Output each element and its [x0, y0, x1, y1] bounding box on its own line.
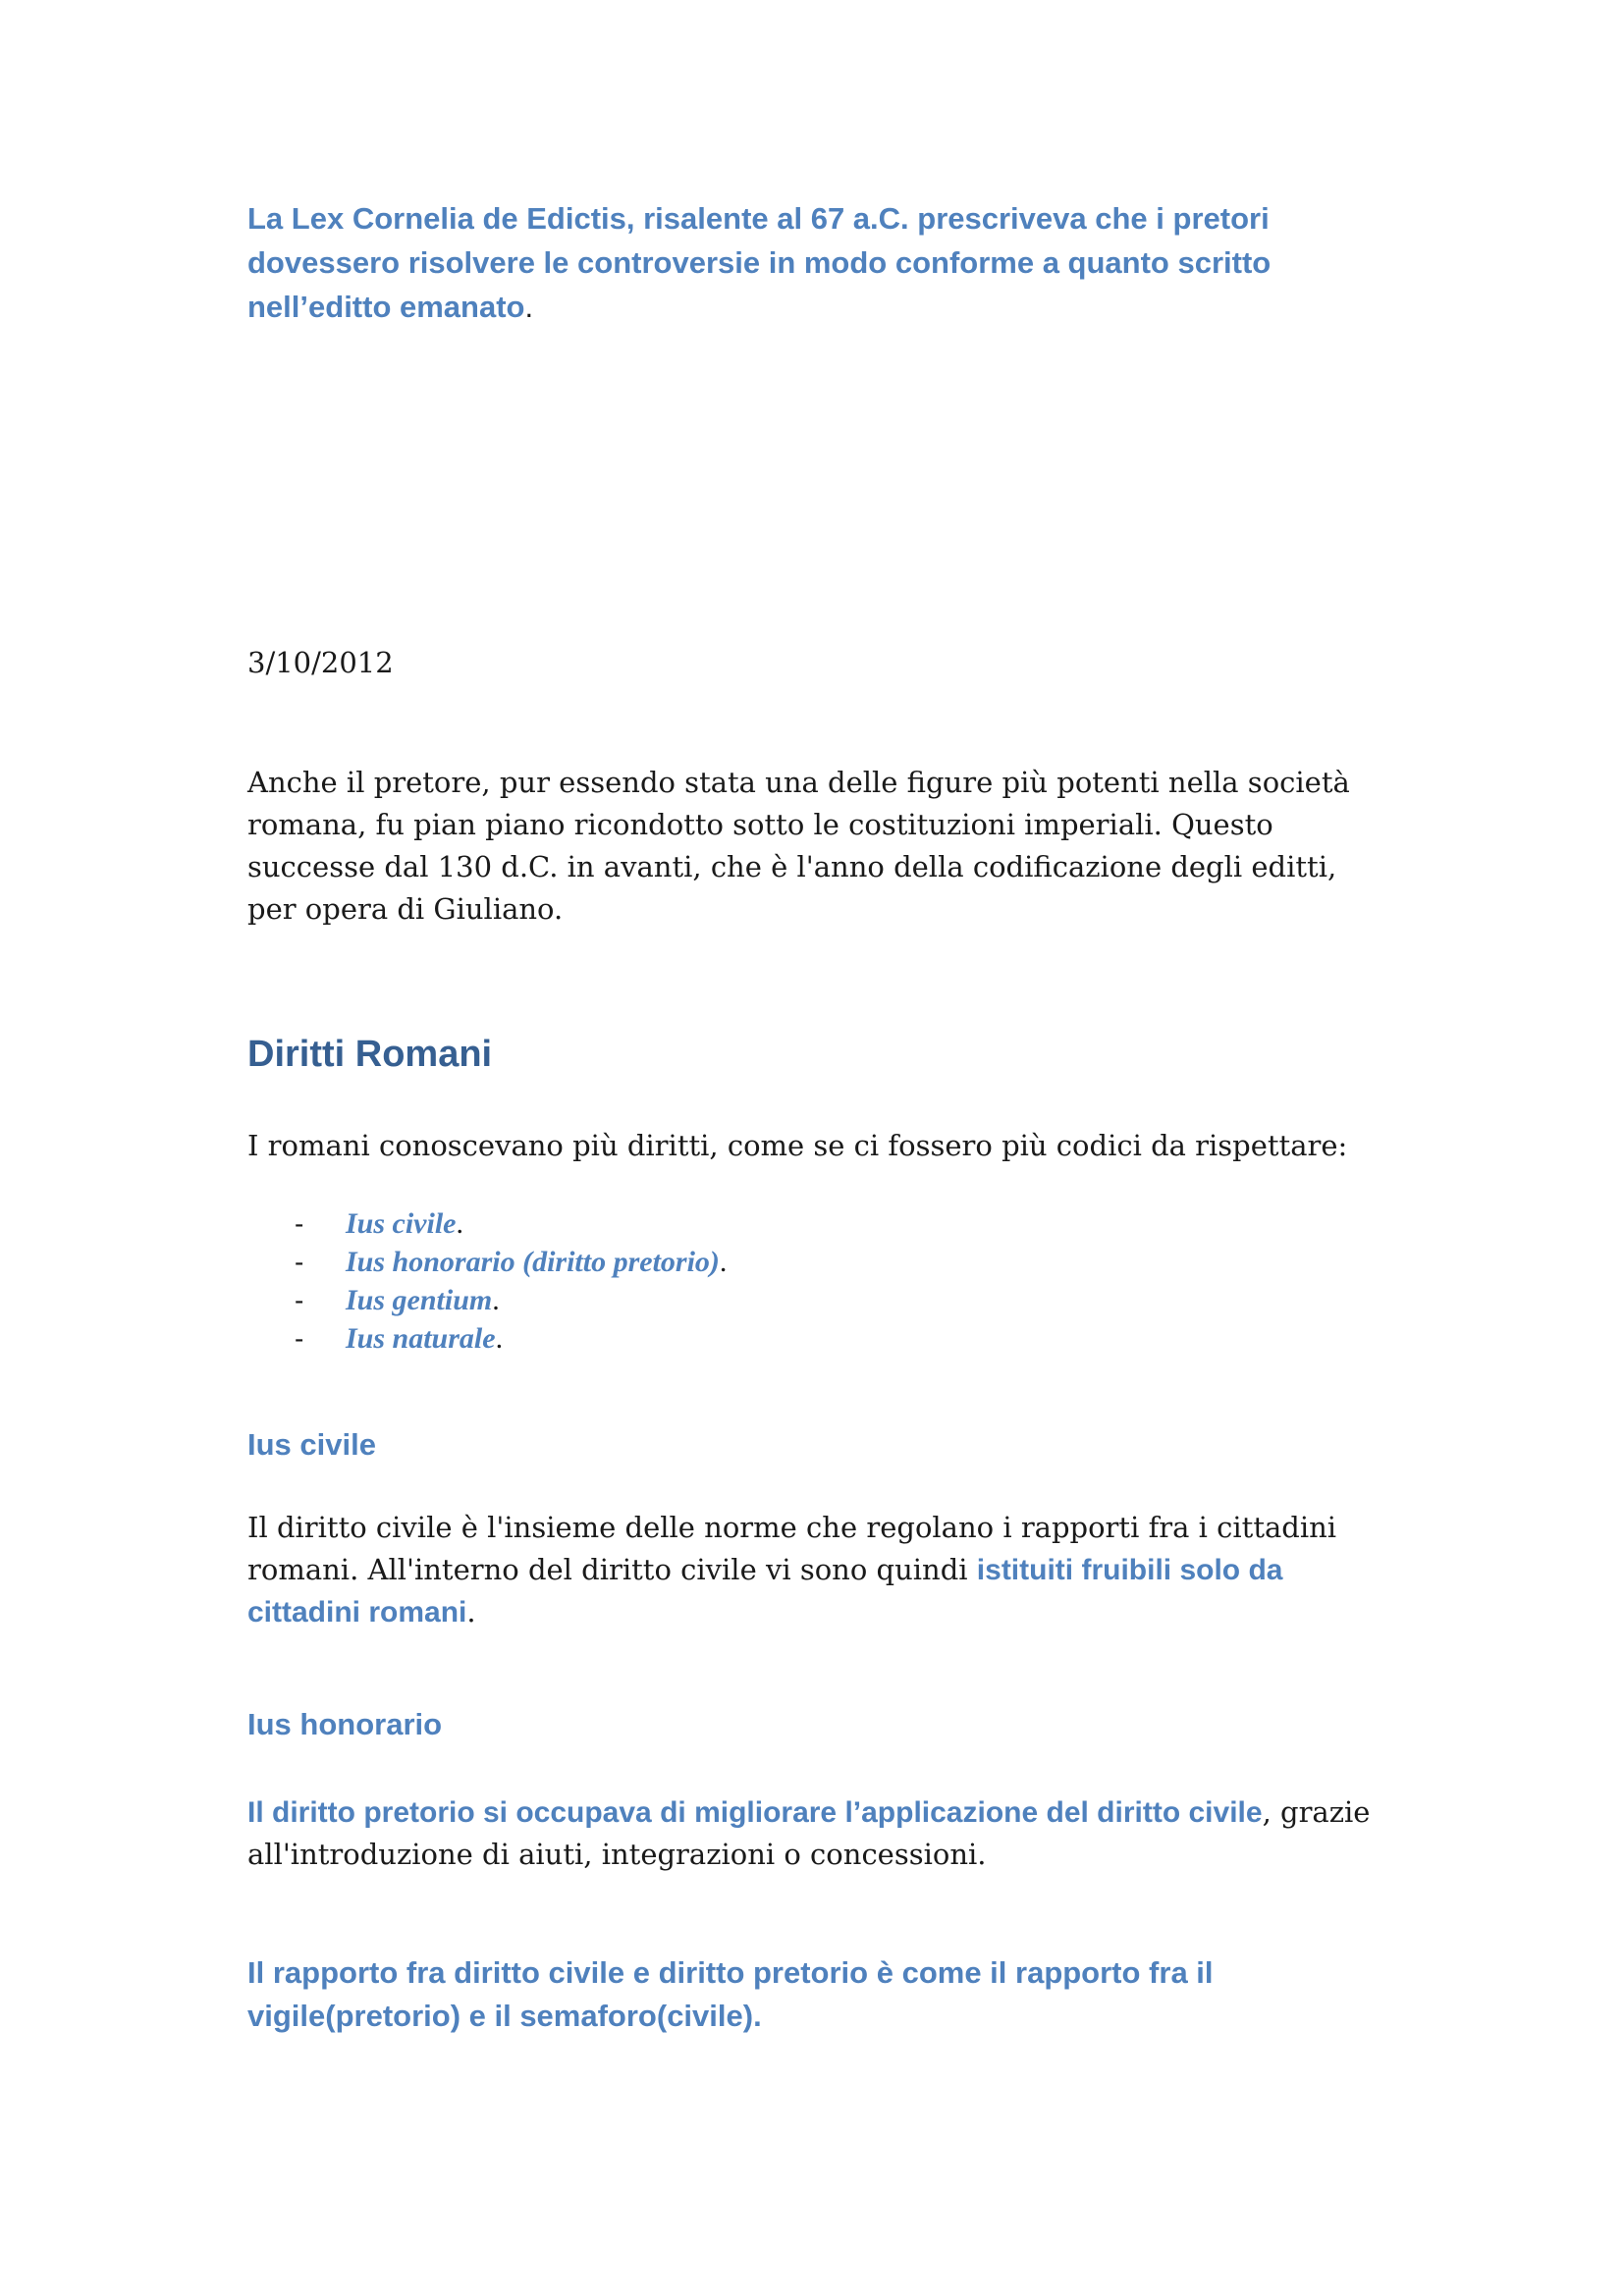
list-item — [247, 1319, 1386, 1358]
date-line: 3/10/2012 — [247, 646, 394, 679]
list-item — [247, 1243, 1386, 1281]
section-title: Diritti Romani — [247, 1034, 493, 1075]
list-dash: - — [295, 1285, 304, 1315]
list-item — [247, 1204, 1386, 1243]
list-end: . — [456, 1207, 463, 1240]
section-lead: I romani conoscevano più diritti, come se ci fossero più codici da rispettare: — [247, 1129, 1348, 1162]
list-end: . — [492, 1284, 500, 1316]
ius-honorario-paragraph — [247, 1791, 1386, 1876]
ius-civile-paragraph — [247, 1507, 1386, 1633]
pretore-paragraph: Anche il pretore, pur essendo stata una delle figure più potenti nella società romana, fu pian piano ricondotto sotto le costituzioni imperiali. Questo successe dal 130 d.C. in avanti, che è l'anno della codificazione degli editti, per opera di Giuliano. — [247, 766, 1350, 926]
list-term: Ius honorario (diritto pretorio) — [346, 1246, 720, 1278]
list-end: . — [719, 1246, 728, 1278]
list-end: . — [495, 1322, 504, 1355]
ius-civile-text: Il diritto civile è l'insieme delle norme che regolano i rapporti fra i cittadini romani. All'interno del diritto civile vi sono quindi — [247, 1511, 1337, 1586]
list-dash: - — [295, 1247, 304, 1277]
list-item — [247, 1281, 1386, 1319]
ius-list — [247, 1204, 1386, 1358]
intro-period: . — [524, 290, 534, 324]
ius-civile-heading: Ius civile — [247, 1427, 376, 1462]
ius-honorario-text: , grazie all'introduzione di aiuti, integrazioni o concessioni. — [247, 1795, 1371, 1871]
intro-paragraph — [247, 196, 1386, 329]
ius-civile-end: . — [466, 1595, 476, 1629]
list-dash: - — [295, 1323, 304, 1354]
list-term: Ius gentium — [346, 1284, 493, 1316]
list-term: Ius naturale — [346, 1322, 496, 1355]
ius-civile-highlight: istituiti fruibili solo da cittadini romani — [247, 1554, 1283, 1629]
ius-honorario-heading: Ius honorario — [247, 1707, 443, 1741]
list-term: Ius civile — [346, 1207, 457, 1240]
intro-highlight: La Lex Cornelia de Edictis, risalente al 67 a.C. prescriveva che i pretori dovessero risolvere le controversie in modo conforme a quanto scritto nell’editto emanato — [247, 201, 1272, 324]
list-dash: - — [295, 1208, 304, 1239]
comparison-paragraph: Il rapporto fra diritto civile e diritto pretorio è come il rapporto fra il vigile(pretorio) e il semaforo(civile). — [247, 1955, 1214, 2033]
ius-honorario-highlight: Il diritto pretorio si occupava di migliorare l’applicazione del diritto civile — [247, 1796, 1263, 1829]
